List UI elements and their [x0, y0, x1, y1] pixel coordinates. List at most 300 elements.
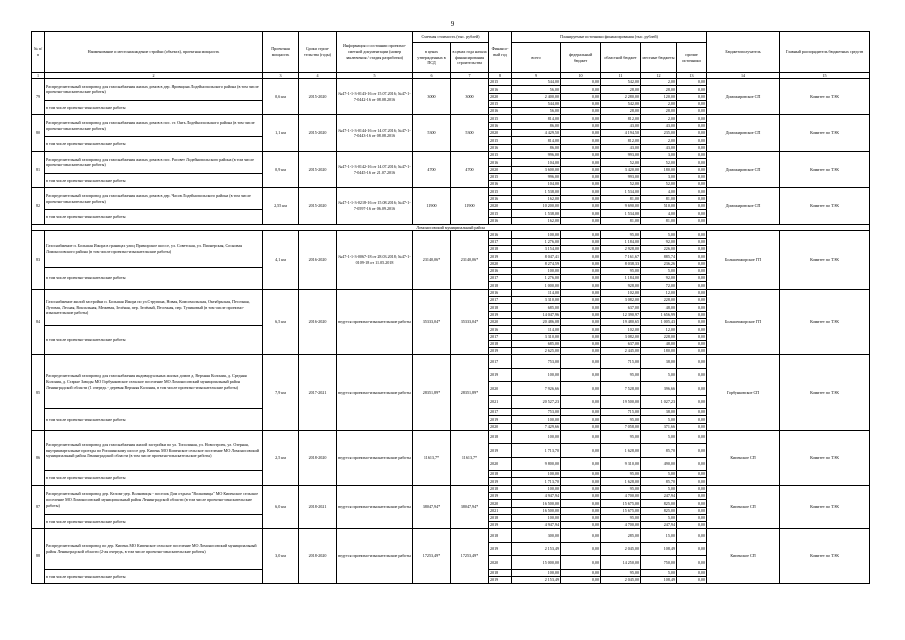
cell-regional: 43,00 [601, 144, 641, 151]
cell-regional: 1 184,00 [601, 275, 641, 282]
cell-federal: 0,00 [561, 444, 601, 457]
cell-total: 162,00 [512, 217, 561, 224]
cell-fin-year: 2019 [489, 522, 512, 529]
cell-local: 5,00 [641, 485, 677, 492]
cell-fin-year: 2018 [489, 471, 512, 478]
cell-fin-year: 2015 [489, 100, 512, 107]
cell-federal: 0,00 [561, 514, 601, 521]
cell-local: 92,00 [641, 238, 677, 245]
header-total: всего [512, 43, 561, 73]
column-number: 12 [641, 73, 677, 79]
cell-total: 4 947,94 [512, 492, 561, 499]
cell-regional: 812,00 [601, 137, 641, 144]
cell-regional: 9 310,00 [601, 457, 641, 470]
cell-fin-year: 2018 [489, 514, 512, 521]
cell-regional: 102,00 [601, 326, 641, 333]
cell-fin-year: 2015 [489, 210, 512, 217]
cell-total: 3 310,00 [512, 297, 561, 304]
cell-other: 0,00 [677, 355, 707, 368]
header-capacity: Проектная мощность [263, 32, 299, 73]
project-subtitle: в том числе проектно-изыскательские работы [45, 210, 263, 225]
project-period: 2015-2020 [299, 151, 337, 187]
cell-fin-year: 2015 [489, 115, 512, 122]
cell-federal: 0,00 [561, 395, 601, 408]
cell-local: 750,00 [641, 556, 677, 569]
table-row [32, 151, 870, 158]
cell-total: 3 310,00 [512, 333, 561, 340]
cell-fin-year: 2017 [489, 238, 512, 245]
project-docs: №47-1-1-3-0218-16 от 15.08.2016; №47-1-7-0597-16 от 06.09.2016 [337, 188, 413, 224]
cell-total: 2 153,49 [512, 542, 561, 555]
cell-regional: 81,00 [601, 217, 641, 224]
cell-local: 85,70 [641, 444, 677, 457]
cell-local: 5,00 [641, 569, 677, 576]
cell-fin-year: 2015 [489, 137, 512, 144]
budget-recipient: Большеижорское ГП [707, 289, 780, 355]
cell-total: 100,00 [512, 267, 561, 274]
cell-total: 15 000,00 [512, 556, 561, 569]
cell-regional: 19 480,65 [601, 318, 641, 325]
project-docs: ведутся проектно-изыскательские работы [337, 529, 413, 584]
cell-other: 0,00 [677, 151, 707, 158]
cell-federal: 0,00 [561, 115, 601, 122]
cell-regional: 95,00 [601, 416, 641, 423]
project-title: Распределительный газопровод по дер. Кипень МО Кипенское сельское поселение МО Ломоносовский муниципальный район Ленинградской области (2-ая очередь, в том числе проектно-изыскательские работы) [45, 529, 263, 569]
project-capacity: 0,9 км [263, 151, 299, 187]
cell-federal: 0,00 [561, 304, 601, 311]
cell-regional: 715,00 [601, 355, 641, 368]
project-subtitle: в том числе проектно-изыскательские работы [45, 173, 263, 188]
cell-regional: 1 534,00 [601, 188, 641, 195]
cell-fin-year: 2019 [489, 368, 512, 381]
project-capacity: 1,1 км [263, 115, 299, 151]
cell-regional: 28,00 [601, 86, 641, 93]
cell-federal: 0,00 [561, 297, 601, 304]
cell-fin-year: 2019 [489, 492, 512, 499]
cell-federal: 0,00 [561, 289, 601, 296]
cell-regional: 4 194,50 [601, 130, 641, 137]
cell-other: 0,00 [677, 395, 707, 408]
cell-other: 0,00 [677, 529, 707, 542]
cell-local: 490,00 [641, 457, 677, 470]
cell-federal: 0,00 [561, 144, 601, 151]
cell-total: 100,00 [512, 485, 561, 492]
cell-fin-year: 2021 [489, 395, 512, 408]
project-capacity: 2,5 км [263, 430, 299, 485]
cell-fin-year: 2016 [489, 267, 512, 274]
cell-federal: 0,00 [561, 203, 601, 210]
row-number: 87 [32, 485, 45, 529]
cell-local: 1 005,43 [641, 318, 677, 325]
cost-approved: 28351,89* [413, 355, 451, 430]
project-title: Газоснабжение п. Большая Ижора в границах улиц Приморское шоссе, ул. Советская, ул. Пионерская, Сосновая Ломоносовского района (в том числе проектно-изыскательские работы) [45, 231, 263, 267]
cell-local: 92,00 [641, 275, 677, 282]
cell-other: 0,00 [677, 457, 707, 470]
cell-other: 0,00 [677, 423, 707, 430]
cell-other: 0,00 [677, 203, 707, 210]
row-number: 80 [32, 115, 45, 151]
table-body [32, 79, 870, 584]
cell-other: 0,00 [677, 514, 707, 521]
table-row [32, 289, 870, 296]
cell-federal: 0,00 [561, 217, 601, 224]
cell-local: 247,94 [641, 522, 677, 529]
cell-regional: 95,00 [601, 514, 641, 521]
cell-federal: 0,00 [561, 93, 601, 100]
cell-other: 0,00 [677, 318, 707, 325]
cell-local: 5,00 [641, 471, 677, 478]
cell-regional: 14 250,00 [601, 556, 641, 569]
cell-regional: 637,00 [601, 304, 641, 311]
cell-other: 0,00 [677, 86, 707, 93]
cell-local: 180,00 [641, 348, 677, 355]
cell-federal: 0,00 [561, 267, 601, 274]
cell-total: 20 527,23 [512, 395, 561, 408]
budget-recipient: Кипенское СП [707, 430, 780, 485]
cell-fin-year: 2018 [489, 569, 512, 576]
cell-fin-year: 2020 [489, 203, 512, 210]
cell-other: 0,00 [677, 326, 707, 333]
project-capacity: 6,5 км [263, 289, 299, 355]
table-header [32, 32, 870, 79]
column-number: 6 [413, 73, 451, 79]
cell-fin-year: 2019 [489, 348, 512, 355]
cell-total: 100,00 [512, 514, 561, 521]
cell-local: 48,00 [641, 340, 677, 347]
cell-other: 0,00 [677, 492, 707, 499]
cell-other: 0,00 [677, 275, 707, 282]
cell-other: 0,00 [677, 238, 707, 245]
cell-local: 3,00 [641, 173, 677, 180]
project-title: Газоснабжение жилой застройки п. Большая Ижора по ул.Струпина, Новая, Комсомольская, Октябрьская, Песочная, Луговая, Лесная, Вокзальная, Межевая, Зелёная, пер. Зелёный, Песочная, пер. Тупиковый (в том числе проектно-изыскательские работы) [45, 289, 263, 325]
cell-total: 3 600,00 [512, 166, 561, 173]
cell-other: 0,00 [677, 245, 707, 252]
cell-fin-year: 2020 [489, 556, 512, 569]
cell-total: 10 200,00 [512, 203, 561, 210]
cost-current: 3000 [451, 79, 489, 115]
cell-fin-year: 2019 [489, 542, 512, 555]
cell-fin-year: 2019 [489, 576, 512, 583]
cell-federal: 0,00 [561, 181, 601, 188]
table-row [32, 115, 870, 122]
cell-local: 43,00 [641, 122, 677, 129]
cell-local: 52,00 [641, 159, 677, 166]
cell-fin-year: 2020 [489, 457, 512, 470]
cell-total: 8 274,59 [512, 260, 561, 267]
project-period: 2018-2021 [299, 485, 337, 529]
budget-manager: Комитет по ТЭК [780, 231, 870, 289]
cost-current: 28351,89* [451, 355, 489, 430]
cell-regional: 3 082,00 [601, 333, 641, 340]
cell-fin-year: 2020 [489, 423, 512, 430]
column-number: 9 [512, 73, 561, 79]
header-period: Сроки строи-тельства (годы) [299, 32, 337, 73]
row-number: 79 [32, 79, 45, 115]
cell-total: 2 153,49 [512, 576, 561, 583]
project-docs: №47-1-1-3-0143-16 от 15.07.2016; №47-1-7-0442-16 от 08.08.2016 [337, 79, 413, 115]
column-number: 3 [263, 73, 299, 79]
cell-federal: 0,00 [561, 130, 601, 137]
cost-approved: 17253,49* [413, 529, 451, 584]
cell-local: 81,00 [641, 195, 677, 202]
cell-total: 86,00 [512, 144, 561, 151]
cell-other: 0,00 [677, 478, 707, 485]
cell-other: 0,00 [677, 430, 707, 443]
cost-current: 4700 [451, 151, 489, 187]
project-title: Распределительный газопровод для газоснабжения жилых домов в пос. ст. Оять Лодейнопольского района (в том числе проектно-изыскательские работы) [45, 115, 263, 137]
cell-total: 100,00 [512, 368, 561, 381]
table-row [32, 231, 870, 238]
budget-manager: Комитет по ТЭК [780, 289, 870, 355]
cell-local: 5,00 [641, 267, 677, 274]
project-docs: ведутся проектно-изыскательские работы [337, 485, 413, 529]
cell-federal: 0,00 [561, 275, 601, 282]
project-period: 2015-2020 [299, 115, 337, 151]
cell-total: 100,00 [512, 569, 561, 576]
cell-total: 300,00 [512, 529, 561, 542]
project-period: 2015-2020 [299, 188, 337, 224]
cell-federal: 0,00 [561, 122, 601, 129]
cell-regional: 2 045,00 [601, 576, 641, 583]
cell-total: 16 500,00 [512, 500, 561, 507]
cell-regional: 52,00 [601, 159, 641, 166]
cell-regional: 7 528,00 [601, 382, 641, 395]
cost-approved: 5300 [413, 115, 451, 151]
cell-local: 885,74 [641, 253, 677, 260]
cell-local: 38,00 [641, 355, 677, 368]
cell-federal: 0,00 [561, 210, 601, 217]
cell-fin-year: 2019 [489, 478, 512, 485]
cell-other: 0,00 [677, 100, 707, 107]
table-row [32, 529, 870, 542]
cell-federal: 0,00 [561, 195, 601, 202]
cell-other: 0,00 [677, 556, 707, 569]
cell-total: 14 047,96 [512, 311, 561, 318]
cell-fin-year: 2017 [489, 275, 512, 282]
cell-regional: 9 690,00 [601, 203, 641, 210]
header-cost-approved: в ценах утвержденных в ПСД [413, 43, 451, 73]
cell-federal: 0,00 [561, 556, 601, 569]
header-sources-group: Планируемые источники финансирования (тыс. рублей) [512, 32, 707, 43]
cost-current: 5300 [451, 115, 489, 151]
cell-total: 86,00 [512, 122, 561, 129]
project-docs: ведутся проектно-изыскательские работы [337, 355, 413, 430]
cell-federal: 0,00 [561, 260, 601, 267]
cell-fin-year: 2017 [489, 333, 512, 340]
cell-federal: 0,00 [561, 576, 601, 583]
cell-local: 48,00 [641, 304, 677, 311]
cell-regional: 4 700,00 [601, 492, 641, 499]
cell-other: 0,00 [677, 231, 707, 238]
cell-other: 0,00 [677, 93, 707, 100]
cell-other: 0,00 [677, 416, 707, 423]
column-number: 10 [561, 73, 601, 79]
cell-regional: 2 928,00 [601, 245, 641, 252]
project-subtitle: в том числе проектно-изыскательские работы [45, 267, 263, 289]
cell-fin-year: 2016 [489, 289, 512, 296]
cell-other: 0,00 [677, 485, 707, 492]
cell-federal: 0,00 [561, 355, 601, 368]
cell-fin-year: 2019 [489, 444, 512, 457]
budget-recipient: Доможировское СП [707, 151, 780, 187]
cell-federal: 0,00 [561, 529, 601, 542]
budget-manager: Комитет по ТЭК [780, 355, 870, 430]
cell-local: 5,00 [641, 368, 677, 381]
row-number: 88 [32, 529, 45, 584]
cell-fin-year: 2016 [489, 159, 512, 166]
cell-other: 0,00 [677, 348, 707, 355]
cell-federal: 0,00 [561, 137, 601, 144]
cell-regional: 1 534,00 [601, 210, 641, 217]
column-number: 7 [451, 73, 489, 79]
cell-total: 56,00 [512, 86, 561, 93]
cell-federal: 0,00 [561, 485, 601, 492]
cell-total: 1 276,00 [512, 275, 561, 282]
cell-regional: 19 500,00 [601, 395, 641, 408]
header-other: прочие источники [677, 43, 707, 73]
investment-table-wrapper [31, 31, 869, 584]
cost-current: 17253,49* [451, 529, 489, 584]
cell-local: 108,49 [641, 576, 677, 583]
cell-federal: 0,00 [561, 151, 601, 158]
project-subtitle: в том числе проектно-изыскательские работы [45, 408, 263, 430]
cell-federal: 0,00 [561, 423, 601, 430]
cell-other: 0,00 [677, 166, 707, 173]
project-title: Распределительный газопровод для газоснабжения жилой застройки по ул. Тополиная, ул. Новостроек, ул. Озерная, внутриквартальные проезды по Ропшинскому шоссе дер. Кипень МО Кипенское сельское поселение МО Ломоносовский муниципальный район Ленинградской области (в том числе проектно-изыскательские работы) [45, 430, 263, 470]
project-period: 2016-2020 [299, 231, 337, 289]
project-capacity: 7,9 км [263, 355, 299, 430]
budget-recipient: Кипенское СП [707, 485, 780, 529]
cell-other: 0,00 [677, 210, 707, 217]
cell-regional: 1 184,00 [601, 238, 641, 245]
cell-other: 0,00 [677, 507, 707, 514]
cell-regional: 95,00 [601, 368, 641, 381]
cost-current: 38047,94* [451, 485, 489, 529]
project-subtitle: в том числе проектно-изыскательские работы [45, 569, 263, 584]
budget-manager: Комитет по ТЭК [780, 151, 870, 187]
cell-fin-year: 2020 [489, 93, 512, 100]
cell-federal: 0,00 [561, 430, 601, 443]
cell-fin-year: 2020 [489, 318, 512, 325]
cell-regional: 43,00 [601, 122, 641, 129]
cell-federal: 0,00 [561, 333, 601, 340]
cell-federal: 0,00 [561, 478, 601, 485]
project-capacity: 6,0 км [263, 485, 299, 529]
project-title: Распределительный газопровод для газоснабжения индивидуальных жилых домов д. Верхняя Колония, д. Средняя Колония, д. Старые Заводы МО Горбунковское сельское поселение МО Ломоносовский муниципальный район Ленинградской области (1 очередь - деревня Верхняя Колония, в том числе проектно-изыскательские работы) [45, 355, 263, 409]
cell-local: 396,66 [641, 382, 677, 395]
cell-regional: 1 628,00 [601, 478, 641, 485]
cell-regional: 12 390,97 [601, 311, 641, 318]
column-number: 13 [677, 73, 707, 79]
cell-other: 0,00 [677, 569, 707, 576]
cell-fin-year: 2017 [489, 297, 512, 304]
cell-regional: 95,00 [601, 231, 641, 238]
cell-total: 4 947,94 [512, 522, 561, 529]
cell-total: 9 800,00 [512, 457, 561, 470]
cell-fin-year: 2016 [489, 144, 512, 151]
header-cost-group: Сметная стоимость (тыс. рублей) [413, 32, 489, 43]
cell-fin-year: 2017 [489, 408, 512, 415]
cell-federal: 0,00 [561, 348, 601, 355]
project-title: Распределительный газопровод для газоснабжения жилых домов в дер. Часов Лодейнопольского района (в том числе проектно-изыскательские работы) [45, 188, 263, 210]
header-fin-year: Финансо-вый год [489, 32, 512, 73]
cell-local: 108,49 [641, 542, 677, 555]
header-manager: Главный распорядитель бюджетных средств [780, 32, 870, 73]
cell-other: 0,00 [677, 137, 707, 144]
table-row [32, 355, 870, 368]
cell-total: 16 500,00 [512, 507, 561, 514]
cell-federal: 0,00 [561, 492, 601, 499]
cell-regional: 7 058,00 [601, 423, 641, 430]
cell-fin-year: 2015 [489, 173, 512, 180]
cell-other: 0,00 [677, 304, 707, 311]
cell-other: 0,00 [677, 382, 707, 395]
cell-federal: 0,00 [561, 311, 601, 318]
cell-total: 7 429,66 [512, 423, 561, 430]
cell-fin-year: 2018 [489, 304, 512, 311]
cell-local: 247,94 [641, 492, 677, 499]
cell-local: 236,26 [641, 260, 677, 267]
project-title: Распределительный газопровод дер. Келози-дер. Волковицы - поселок Дом отдыха "Волковицы" МО Кипенское сельское поселение МО Ломоносовский муниципальный район Ленинградской области (в том числе проектно-изыскательские работы) [45, 485, 263, 514]
district-title: Ломоносовский муниципальный район [32, 224, 870, 230]
cell-regional: 542,00 [601, 79, 641, 86]
budget-manager: Комитет по ТЭК [780, 188, 870, 224]
cell-federal: 0,00 [561, 238, 601, 245]
cell-local: 4,00 [641, 188, 677, 195]
project-docs: №47-1-1-3-0144-16 от 14.07.2016; №47-1-7-0443-16 от 08.08.2016 [337, 115, 413, 151]
project-period: 2016-2020 [299, 289, 337, 355]
project-docs: №47-1-1-3-0067-18 от 28.03.2018; №47-1-0109-18 от 11.05.2018 [337, 231, 413, 289]
cell-total: 3 154,00 [512, 245, 561, 252]
row-number: 84 [32, 289, 45, 355]
cell-total: 685,00 [512, 304, 561, 311]
cell-federal: 0,00 [561, 368, 601, 381]
header-docs: Информация о состоянии проектно-сметной документации (номер заключения / стадия разработки) [337, 32, 413, 73]
cell-other: 0,00 [677, 289, 707, 296]
cell-federal: 0,00 [561, 318, 601, 325]
cell-regional: 95,00 [601, 471, 641, 478]
cell-total: 100,00 [512, 416, 561, 423]
cell-regional: 81,00 [601, 195, 641, 202]
cell-fin-year: 2016 [489, 231, 512, 238]
header-regional: областной бюджет [601, 43, 641, 73]
cell-fin-year: 2019 [489, 416, 512, 423]
cell-local: 5,00 [641, 416, 677, 423]
cell-total: 996,00 [512, 151, 561, 158]
cell-fin-year: 2016 [489, 326, 512, 333]
row-number: 82 [32, 188, 45, 224]
cost-current: 11613,7* [451, 430, 489, 485]
cell-regional: 8 038,33 [601, 260, 641, 267]
cell-total: 56,00 [512, 108, 561, 115]
table-row [32, 79, 870, 86]
cell-total: 100,00 [512, 430, 561, 443]
cell-regional: 928,00 [601, 282, 641, 289]
cell-fin-year: 2018 [489, 340, 512, 347]
cell-total: 4 429,50 [512, 130, 561, 137]
cell-total: 100,00 [512, 231, 561, 238]
cell-other: 0,00 [677, 217, 707, 224]
cell-total: 1 276,00 [512, 238, 561, 245]
cell-local: 28,00 [641, 86, 677, 93]
budget-recipient: Кипенское СП [707, 529, 780, 584]
cell-local: 12,00 [641, 326, 677, 333]
table-row [32, 430, 870, 443]
column-number: 5 [337, 73, 413, 79]
cell-local: 5,00 [641, 430, 677, 443]
cell-total: 544,00 [512, 100, 561, 107]
cell-fin-year: 2020 [489, 260, 512, 267]
